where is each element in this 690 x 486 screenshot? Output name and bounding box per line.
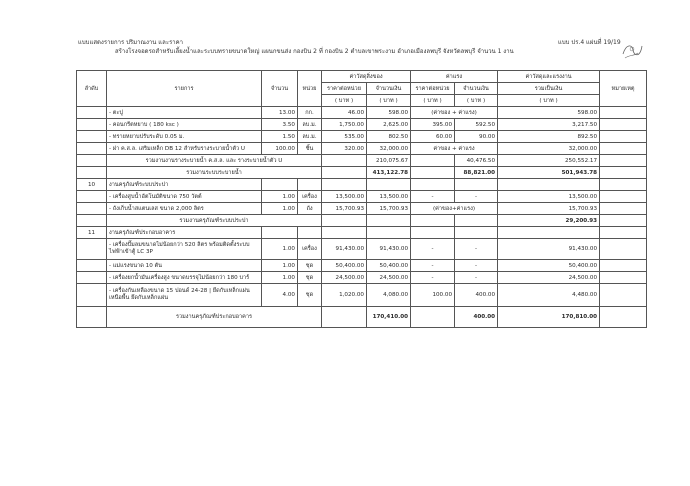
table-row: - เครื่องกันเหลืองขนาด 15 ปอนด์ 24-28 | ยึดกับเหล็กแผ่นเหนือพื้น ยึดกับเหล็กแผ่น 4.00 ชุด 1,020.00 4,080.00 100.00 400.00 4,480.00 bbox=[77, 284, 647, 307]
table-row: - เครื่องสูบน้ำอัตโนมัติขนาด 750 วัตต์ 1.00 เครื่อง 13,500.00 13,500.00 - - 13,500.00 bbox=[77, 191, 647, 203]
col-material-group: ค่าวัสดุสิ่งของ bbox=[322, 71, 411, 83]
unit-label: ( บาท ) bbox=[498, 95, 600, 107]
section-number: 10 bbox=[77, 179, 107, 191]
subtotal-label: รวมงานครุภัณฑ์ประกอบอาคาร bbox=[107, 307, 322, 328]
item-description: - ทรายหยาบปรับระดับ 0.05 ม. bbox=[107, 131, 262, 143]
signature-mark-icon bbox=[620, 40, 644, 62]
col-description: รายการ bbox=[107, 71, 262, 107]
col-remark: หมายเหตุ bbox=[600, 71, 647, 107]
item-description: - ฝา ค.ส.ล. เสริมเหล็ก DB 12 สำหรับรางระบายน้ำตัว U bbox=[107, 143, 262, 155]
col-amount: จำนวนเงิน bbox=[367, 83, 411, 95]
col-labor-group: ค่าแรง bbox=[411, 71, 498, 83]
col-labor-unit: ราคาต่อหน่วย bbox=[411, 83, 455, 95]
table-row: - แม่แรงขนาด 10 ตัน 1.00 ชุด 50,400.00 50,400.00 - - 50,400.00 bbox=[77, 260, 647, 272]
section-title: งานครุภัณฑ์ประกอบอาคาร bbox=[107, 227, 262, 239]
section-header-row bbox=[77, 227, 647, 239]
unit-label: ( บาท ) bbox=[367, 95, 411, 107]
unit-label: ( บาท ) bbox=[455, 95, 498, 107]
col-unit: หน่วย bbox=[298, 71, 322, 107]
col-unit-price: ราคาต่อหน่วย bbox=[322, 83, 367, 95]
subtotal-row: รวมงานระบบระบายน้ำ 413,122.78 88,821.00 501,943.78 bbox=[77, 167, 647, 179]
item-description: - เครื่องยกน้ำมันเครื่องสูง ขนาดบรรจุไม่น้อยกว่า 180 บาร์ bbox=[107, 272, 262, 284]
section-title: งานครุภัณฑ์ระบบประปา bbox=[107, 179, 262, 191]
unit-label: ( บาท ) bbox=[322, 95, 367, 107]
form-number: แบบ ปร.4 แผ่นที่ 19/19 bbox=[558, 39, 621, 46]
col-item-no: ลำดับ bbox=[77, 71, 107, 107]
subtotal-row: รวมงานครุภัณฑ์ระบบประปา 29,200.93 bbox=[77, 215, 647, 227]
table-row: - ถังเก็บน้ำสแตนเลส ขนาด 2,000 ลิตร 1.00 ถัง 15,700.93 15,700.93 (ค่าของ+ค่าแรง) 15,700.93 bbox=[77, 203, 647, 215]
subtotal-label: รวมงานระบบระบายน้ำ bbox=[107, 167, 322, 179]
subtotal-label: รวมงานครุภัณฑ์ระบบประปา bbox=[107, 215, 322, 227]
col-total-group: ค่าวัสดุและแรงงาน bbox=[498, 71, 600, 83]
item-description: - เครื่องปั๊มลมขนาดไม่น้อยกว่า 520 ลิตร พร้อมติดตั้งระบบไฟฟ้าเข้าตู้ LC 3P bbox=[107, 239, 262, 260]
col-labor-amount: จำนวนเงิน bbox=[455, 83, 498, 95]
table-row: - ตะปู 13.00 กก. 46.00 598.00 (ค่าของ + ค่าแรง) 598.00 bbox=[77, 107, 647, 119]
document-title: แบบแสดงรายการ ปริมาณงาน และราคา bbox=[78, 39, 184, 46]
table-row: - ทรายหยาบปรับระดับ 0.05 ม. 1.50 ลบ.ม. 535.00 802.50 60.00 90.00 892.50 bbox=[77, 131, 647, 143]
bill-of-quantities-table bbox=[76, 70, 647, 328]
table-row: - เครื่องปั๊มลมขนาดไม่น้อยกว่า 520 ลิตร พร้อมติดตั้งระบบไฟฟ้าเข้าตู้ LC 3P 1.00 เครื่อง 91,430.00 91,430.00 - - 91,430.00 bbox=[77, 239, 647, 260]
subtotal-row: รวมงานครุภัณฑ์ประกอบอาคาร 170,410.00 400.00 170,810.00 bbox=[77, 307, 647, 328]
col-qty: จำนวน bbox=[262, 71, 298, 107]
section-header-row bbox=[77, 179, 647, 191]
item-description: - แม่แรงขนาด 10 ตัน bbox=[107, 260, 262, 272]
unit-label: ( บาท ) bbox=[411, 95, 455, 107]
table-row: - คอนกรีตหยาบ ( 180 ksc ) 3.50 ลบ.ม. 1,750.00 2,625.00 395.00 592.50 3,217.50 bbox=[77, 119, 647, 131]
project-description: สร้างโรงจอดรถสำหรับเลี้ยงน้ำและระบบทรายขนาดใหญ่ แผนกขนส่ง กองบิน 2 ที่ กองบิน 2 ตำบลเขาพระงาม อำเภอเมืองลพบุรี จังหวัดลพบุรี จำนวน 1 งาน bbox=[115, 48, 514, 55]
table-row: - เครื่องยกน้ำมันเครื่องสูง ขนาดบรรจุไม่น้อยกว่า 180 บาร์ 1.00 ชุด 24,500.00 24,500.00 - - 24,500.00 bbox=[77, 272, 647, 284]
section-number: 11 bbox=[77, 227, 107, 239]
item-description: - ตะปู bbox=[107, 107, 262, 119]
table-row: - ฝา ค.ส.ล. เสริมเหล็ก DB 12 สำหรับรางระบายน้ำตัว U 100.00 ชิ้น 320.00 32,000.00 ค่าของ + ค่าแรง 32,000.00 bbox=[77, 143, 647, 155]
item-description: - คอนกรีตหยาบ ( 180 ksc ) bbox=[107, 119, 262, 131]
subtotal-row: รวมงานงานรางระบายน้ำ ค.ส.ล. และ รางระบายน้ำตัว U 210,075.67 40,476.50 250,552.17 bbox=[77, 155, 647, 167]
item-description: - เครื่องสูบน้ำอัตโนมัติขนาด 750 วัตต์ bbox=[107, 191, 262, 203]
subtotal-label: รวมงานงานรางระบายน้ำ ค.ส.ล. และ รางระบายน้ำตัว U bbox=[107, 155, 322, 167]
item-description: - เครื่องกันเหลืองขนาด 15 ปอนด์ 24-28 | ยึดกับเหล็กแผ่นเหนือพื้น ยึดกับเหล็กแผ่น bbox=[107, 284, 262, 307]
col-total: รวมเป็นเงิน bbox=[498, 83, 600, 95]
item-description: - ถังเก็บน้ำสแตนเลส ขนาด 2,000 ลิตร bbox=[107, 203, 262, 215]
